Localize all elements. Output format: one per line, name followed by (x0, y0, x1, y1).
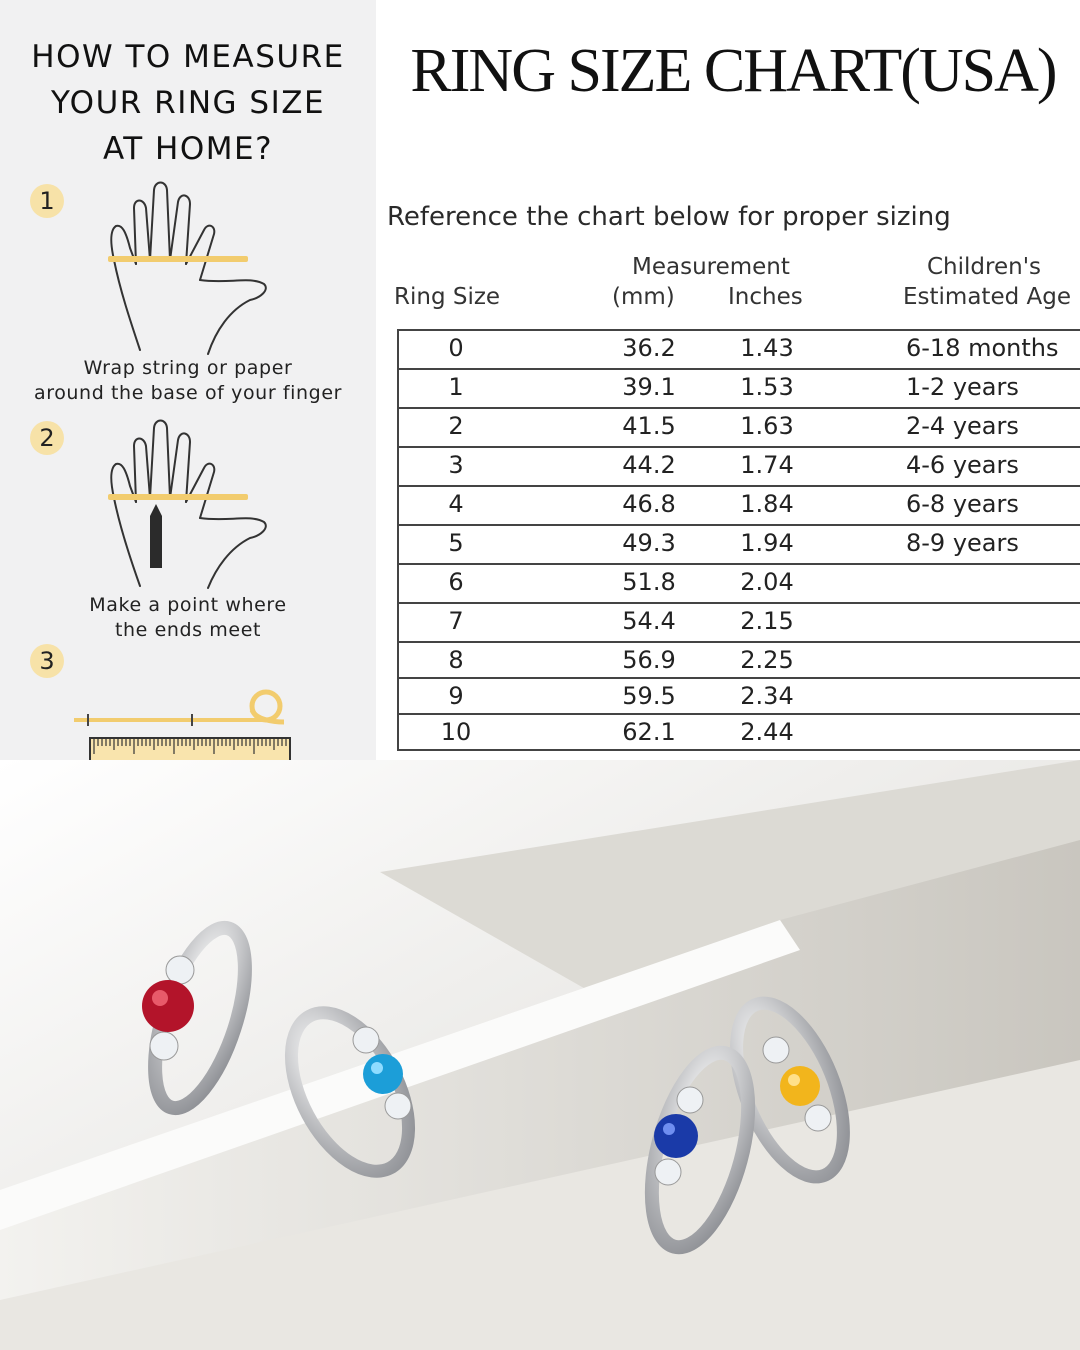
age-cell: 8-9 years (906, 529, 1019, 557)
step-2-caption-line-1: Make a point where (89, 594, 287, 616)
step-1-caption-line-2: around the base of your finger (33, 382, 343, 404)
step-2-badge: 2 (30, 421, 64, 455)
age-cell: 4-6 years (906, 451, 1019, 479)
mm-cell: 56.9 (622, 646, 676, 674)
mm-cell: 54.4 (622, 607, 676, 635)
guide-title (0, 34, 376, 172)
inches-cell: 2.04 (740, 568, 794, 596)
ring-size-cell: 6 (448, 568, 464, 596)
inches-cell: 1.53 (740, 373, 794, 401)
header-ring-size: Ring Size (394, 284, 501, 310)
step-1-badge: 1 (30, 184, 64, 218)
ring-size-cell: 2 (448, 412, 464, 440)
mm-cell: 46.8 (622, 490, 676, 518)
hand-marker-icon (100, 418, 280, 590)
mm-cell: 44.2 (622, 451, 676, 479)
table-row (399, 370, 1080, 409)
mm-cell: 39.1 (622, 373, 676, 401)
mm-cell: 51.8 (622, 568, 676, 596)
ring-size-cell: 10 (440, 718, 472, 746)
step-2-caption (0, 593, 376, 643)
guide-title-line-3: AT HOME? (102, 131, 274, 167)
ring-size-cell: 7 (448, 607, 464, 635)
header-age-line-1: Children's (927, 254, 1042, 280)
ring-size-cell: 5 (448, 529, 464, 557)
mm-cell: 62.1 (622, 718, 676, 746)
age-cell: 6-8 years (906, 490, 1019, 518)
table-row (399, 604, 1080, 643)
measuring-guide (0, 0, 376, 872)
inches-cell: 1.43 (740, 334, 794, 362)
step-3-badge: 3 (30, 644, 64, 678)
mm-cell: 49.3 (622, 529, 676, 557)
mm-cell: 59.5 (622, 682, 676, 710)
header-measurement: Measurement (632, 254, 790, 280)
age-cell: 2-4 years (906, 412, 1019, 440)
hand-string-icon (100, 180, 280, 360)
step-1-caption (0, 356, 376, 406)
inches-cell: 2.44 (740, 718, 794, 746)
table-row (399, 526, 1080, 565)
table-row (399, 487, 1080, 526)
mm-cell: 36.2 (622, 334, 676, 362)
table-row (399, 331, 1080, 370)
table-row (399, 643, 1080, 679)
guide-title-line-2: YOUR RING SIZE (50, 85, 326, 121)
inches-cell: 1.63 (740, 412, 794, 440)
inches-cell: 2.25 (740, 646, 794, 674)
ring-size-cell: 9 (448, 682, 464, 710)
ring-size-cell: 8 (448, 646, 464, 674)
header-age-line-2: Estimated Age (903, 284, 1071, 310)
inches-cell: 1.74 (740, 451, 794, 479)
inches-cell: 2.15 (740, 607, 794, 635)
ring-size-cell: 0 (448, 334, 464, 362)
table-row (399, 409, 1080, 448)
inches-cell: 1.84 (740, 490, 794, 518)
inches-cell: 2.34 (740, 682, 794, 710)
guide-title-line-1: HOW TO MEASURE (31, 39, 345, 75)
age-cell: 1-2 years (906, 373, 1019, 401)
table-row (399, 715, 1080, 749)
ring-size-cell: 3 (448, 451, 464, 479)
header-mm: (mm) (612, 284, 675, 310)
chart-subtitle: Reference the chart below for proper sizing (387, 202, 951, 232)
table-row (399, 679, 1080, 715)
step-1-caption-line-1: Wrap string or paper (83, 357, 293, 379)
chart-title: RING SIZE CHART(USA) (410, 37, 1056, 105)
table-row (399, 448, 1080, 487)
table-row (399, 565, 1080, 604)
ring-size-cell: 1 (448, 373, 464, 401)
ring-size-table (397, 329, 1080, 751)
rings-photo (0, 760, 1080, 1350)
mm-cell: 41.5 (622, 412, 676, 440)
step-2-caption-line-2: the ends meet (114, 619, 262, 641)
inches-cell: 1.94 (740, 529, 794, 557)
age-cell: 6-18 months (906, 334, 1059, 362)
ring-size-cell: 4 (448, 490, 464, 518)
header-inches: Inches (728, 284, 803, 310)
